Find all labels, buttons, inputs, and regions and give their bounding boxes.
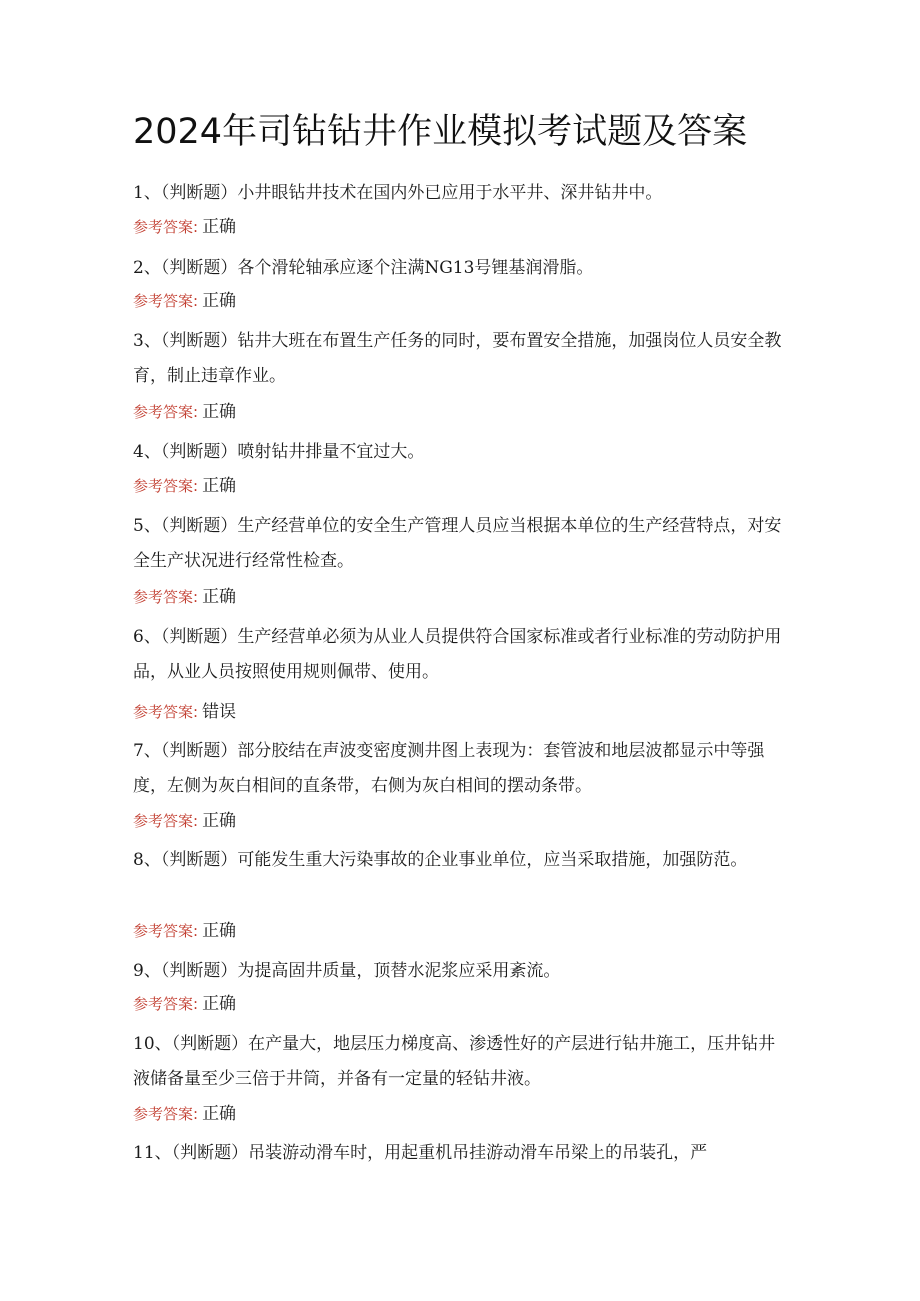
page-title: 2024年司钻钻井作业模拟考试题及答案: [133, 112, 748, 152]
question-number: 1、: [133, 183, 161, 203]
question-text: 各个滑轮轴承应逐个注满NG13号锂基润滑脂。: [237, 258, 594, 278]
question-2: [133, 251, 783, 286]
answer-value: 正确: [202, 1104, 237, 1124]
question-text: 可能发生重大污染事故的企业事业单位，应当采取措施，加强防范。: [237, 850, 748, 870]
answer-label: 参考答案:: [133, 1105, 199, 1123]
question-type: （判断题）: [160, 331, 238, 351]
answer-7: [133, 810, 236, 832]
question-type: （判断题）: [160, 850, 238, 870]
question-text: 在产量大，地层压力梯度高、渗透性好的产层进行钻井施工，压井钻井液储备量至少三倍于井筒，并备有一定量的轻钻井液。: [133, 1034, 776, 1089]
answer-label: 参考答案:: [133, 403, 199, 421]
question-type: （判断题）: [160, 961, 238, 981]
question-text: 喷射钻井排量不宜过大。: [237, 442, 425, 462]
question-number: 7、: [133, 741, 161, 761]
question-type: （判断题）: [160, 183, 238, 203]
answer-value: 正确: [202, 291, 237, 311]
answer-value: 错误: [202, 702, 237, 722]
question-1: [133, 176, 783, 211]
question-text: 为提高固井质量，顶替水泥浆应采用紊流。: [237, 961, 561, 981]
answer-value: 正确: [202, 587, 237, 607]
question-11: [133, 1136, 783, 1171]
answer-label: 参考答案:: [133, 812, 199, 830]
answer-value: 正确: [202, 994, 237, 1014]
question-number: 8、: [133, 850, 161, 870]
question-number: 6、: [133, 627, 161, 647]
question-type: （判断题）: [160, 258, 238, 278]
question-number: 2、: [133, 258, 161, 278]
answer-value: 正确: [202, 217, 237, 237]
question-10: [133, 1027, 783, 1097]
answer-label: 参考答案:: [133, 588, 199, 606]
question-8: [133, 843, 783, 878]
answer-value: 正确: [202, 476, 237, 496]
answer-label: 参考答案:: [133, 995, 199, 1013]
answer-label: 参考答案:: [133, 477, 199, 495]
question-text: 吊装游动滑车时，用起重机吊挂游动滑车吊梁上的吊装孔，严: [248, 1143, 708, 1163]
answer-value: 正确: [202, 811, 237, 831]
question-type: （判断题）: [160, 741, 238, 761]
question-type: （判断题）: [160, 627, 238, 647]
question-5: [133, 509, 783, 579]
answer-6: [133, 701, 236, 723]
question-text: 生产经营单必须为从业人员提供符合国家标准或者行业标准的劳动防护用品，从业人员按照使用规则佩带、使用。: [133, 627, 782, 682]
question-7: [133, 734, 783, 804]
answer-9: [133, 993, 236, 1015]
question-text: 部分胶结在声波变密度测井图上表现为：套管波和地层波都显示中等强度，左侧为灰白相间的直条带，右侧为灰白相间的摆动条带。: [133, 741, 765, 796]
question-number: 3、: [133, 331, 161, 351]
question-6: [133, 620, 783, 690]
question-text: 钻井大班在布置生产任务的同时，要布置安全措施，加强岗位人员安全教育，制止违章作业。: [133, 331, 782, 386]
answer-1: [133, 216, 236, 238]
question-text: 生产经营单位的安全生产管理人员应当根据本单位的生产经营特点，对安全生产状况进行经常性检查。: [133, 516, 782, 571]
question-text: 小井眼钻井技术在国内外已应用于水平井、深井钻井中。: [237, 183, 663, 203]
answer-3: [133, 401, 236, 423]
answer-label: 参考答案:: [133, 922, 199, 940]
answer-value: 正确: [202, 921, 237, 941]
answer-2: [133, 290, 236, 312]
answer-4: [133, 475, 236, 497]
answer-10: [133, 1103, 236, 1125]
question-number: 9、: [133, 961, 161, 981]
answer-8: [133, 920, 236, 942]
question-number: 4、: [133, 442, 161, 462]
answer-label: 参考答案:: [133, 292, 199, 310]
answer-5: [133, 586, 236, 608]
question-type: （判断题）: [171, 1034, 249, 1054]
question-3: [133, 324, 783, 394]
question-type: （判断题）: [171, 1143, 249, 1163]
answer-label: 参考答案:: [133, 218, 199, 236]
question-9: [133, 954, 783, 989]
question-number: 11、: [133, 1143, 172, 1163]
question-number: 5、: [133, 516, 161, 536]
question-type: （判断题）: [160, 516, 238, 536]
question-4: [133, 435, 783, 470]
answer-value: 正确: [202, 402, 237, 422]
question-type: （判断题）: [160, 442, 238, 462]
question-number: 10、: [133, 1034, 172, 1054]
answer-label: 参考答案:: [133, 703, 199, 721]
